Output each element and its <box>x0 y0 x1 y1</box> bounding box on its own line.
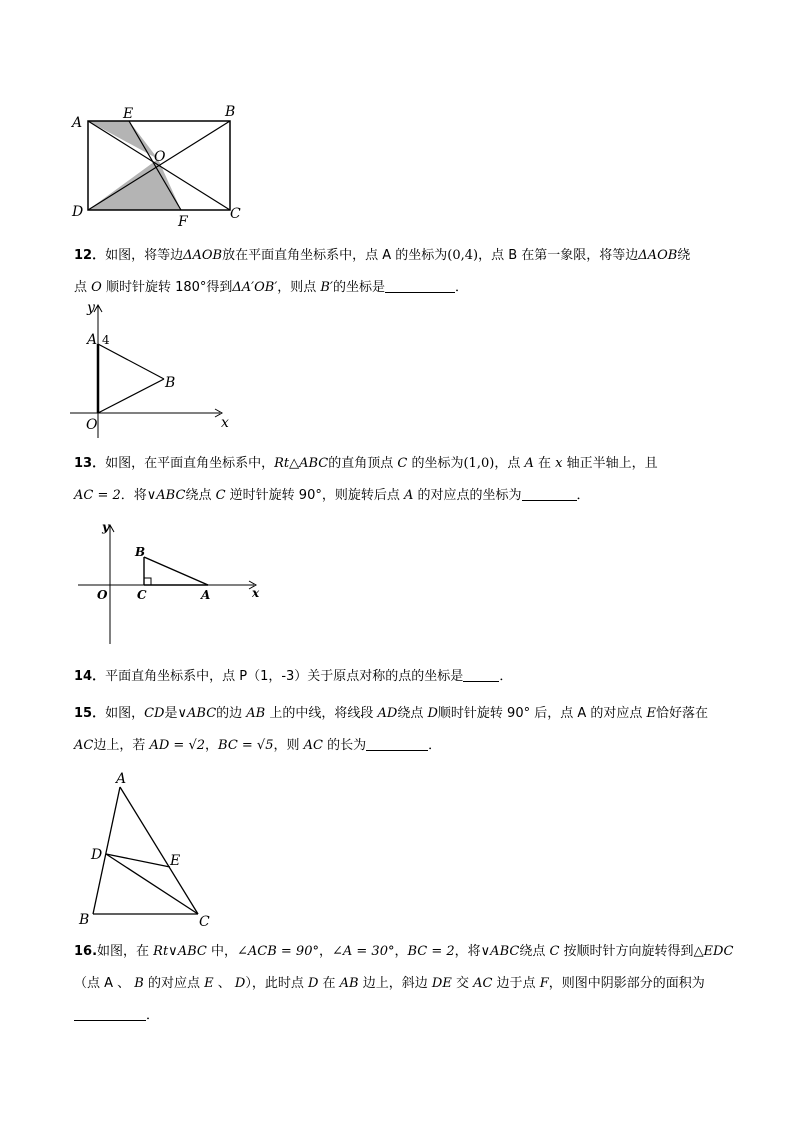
label-c: C <box>230 206 241 222</box>
label-f: F <box>178 214 188 230</box>
figure-q12 <box>70 300 240 440</box>
label-a: A <box>201 588 211 602</box>
answer-blank[interactable] <box>385 278 455 293</box>
label-x: x <box>221 415 229 431</box>
label-b: B <box>165 375 176 391</box>
question-number: 12． <box>74 248 106 263</box>
label-e: E <box>123 106 134 122</box>
label-y: y <box>102 520 109 534</box>
label-b: B <box>79 912 90 928</box>
answer-blank[interactable] <box>74 1006 146 1021</box>
label-b: B <box>225 104 236 120</box>
answer-blank[interactable] <box>522 486 577 501</box>
label-o: O <box>154 149 166 165</box>
segment-ac <box>120 787 198 914</box>
label-d: D <box>72 204 84 220</box>
label-a: A <box>116 771 127 787</box>
question-number: 15． <box>74 706 106 721</box>
segment-ab <box>98 344 164 379</box>
question-13: 13．如图，在平面直角坐标系中，Rt△ABC的直角顶点 C 的坐标为(1,0)，点 A 在 x 轴正半轴上，且 AC = 2．将∨ABC绕点 C 逆时针旋转 90°，则旋转后点 A 的对应点的坐标为 ． <box>74 456 658 503</box>
label-o: O <box>97 588 108 602</box>
label-b: B <box>135 545 146 559</box>
question-14: 14．平面直角坐标系中，点 P（1，-3）关于原点对称的点的坐标是 ． <box>74 669 513 684</box>
label-x: x <box>252 586 260 600</box>
label-c: C <box>199 914 210 930</box>
figure-q13 <box>74 518 274 648</box>
right-angle-mark <box>144 578 151 585</box>
label-d: D <box>91 847 103 863</box>
question-number: 16. <box>74 944 98 959</box>
label-o: O <box>86 417 98 433</box>
shaded-triangle-bottom <box>88 159 181 210</box>
label-y: y <box>87 300 95 316</box>
label-a: A <box>87 332 98 348</box>
label-4: 4 <box>102 333 110 347</box>
figure-q11 <box>60 100 260 230</box>
answer-blank[interactable] <box>366 736 428 751</box>
question-number: 14． <box>74 669 106 684</box>
figure-q15 <box>74 772 224 932</box>
question-15: 15．如图，CD是∨ABC的边 AB 上的中线，将线段 AD绕点 D顺时针旋转 90° 后，点 A 的对应点 E恰好落在 AC边上，若 AD = √2，BC = √5，则 AC 的长为 ． <box>74 706 709 753</box>
question-16: 16.如图，在 Rt∨ABC 中，∠ACB = 90°，∠A = 30°，BC = 2，将∨ABC绕点 C 按顺时针方向旋转得到△EDC （点 A 、 B 的对应点 E 、 D），此时点 D 在 AB 边上，斜边 DE 交 AC 边于点 F，则图中阴影部分的面积为 ． <box>74 944 734 1023</box>
label-c: C <box>137 588 147 602</box>
question-number: 13． <box>74 456 106 471</box>
segment-ba <box>144 557 208 585</box>
label-a: A <box>72 115 83 131</box>
segment-ob <box>98 379 164 413</box>
question-12: 12．如图，将等边ΔAOB放在平面直角坐标系中，点 A 的坐标为(0,4)，点 B 在第一象限，将等边ΔAOB绕 点 O 顺时针旋转 180°得到ΔA′OB′，则点 B′的坐标是 ． <box>74 248 691 295</box>
answer-blank[interactable] <box>463 667 499 682</box>
label-e: E <box>170 853 181 869</box>
